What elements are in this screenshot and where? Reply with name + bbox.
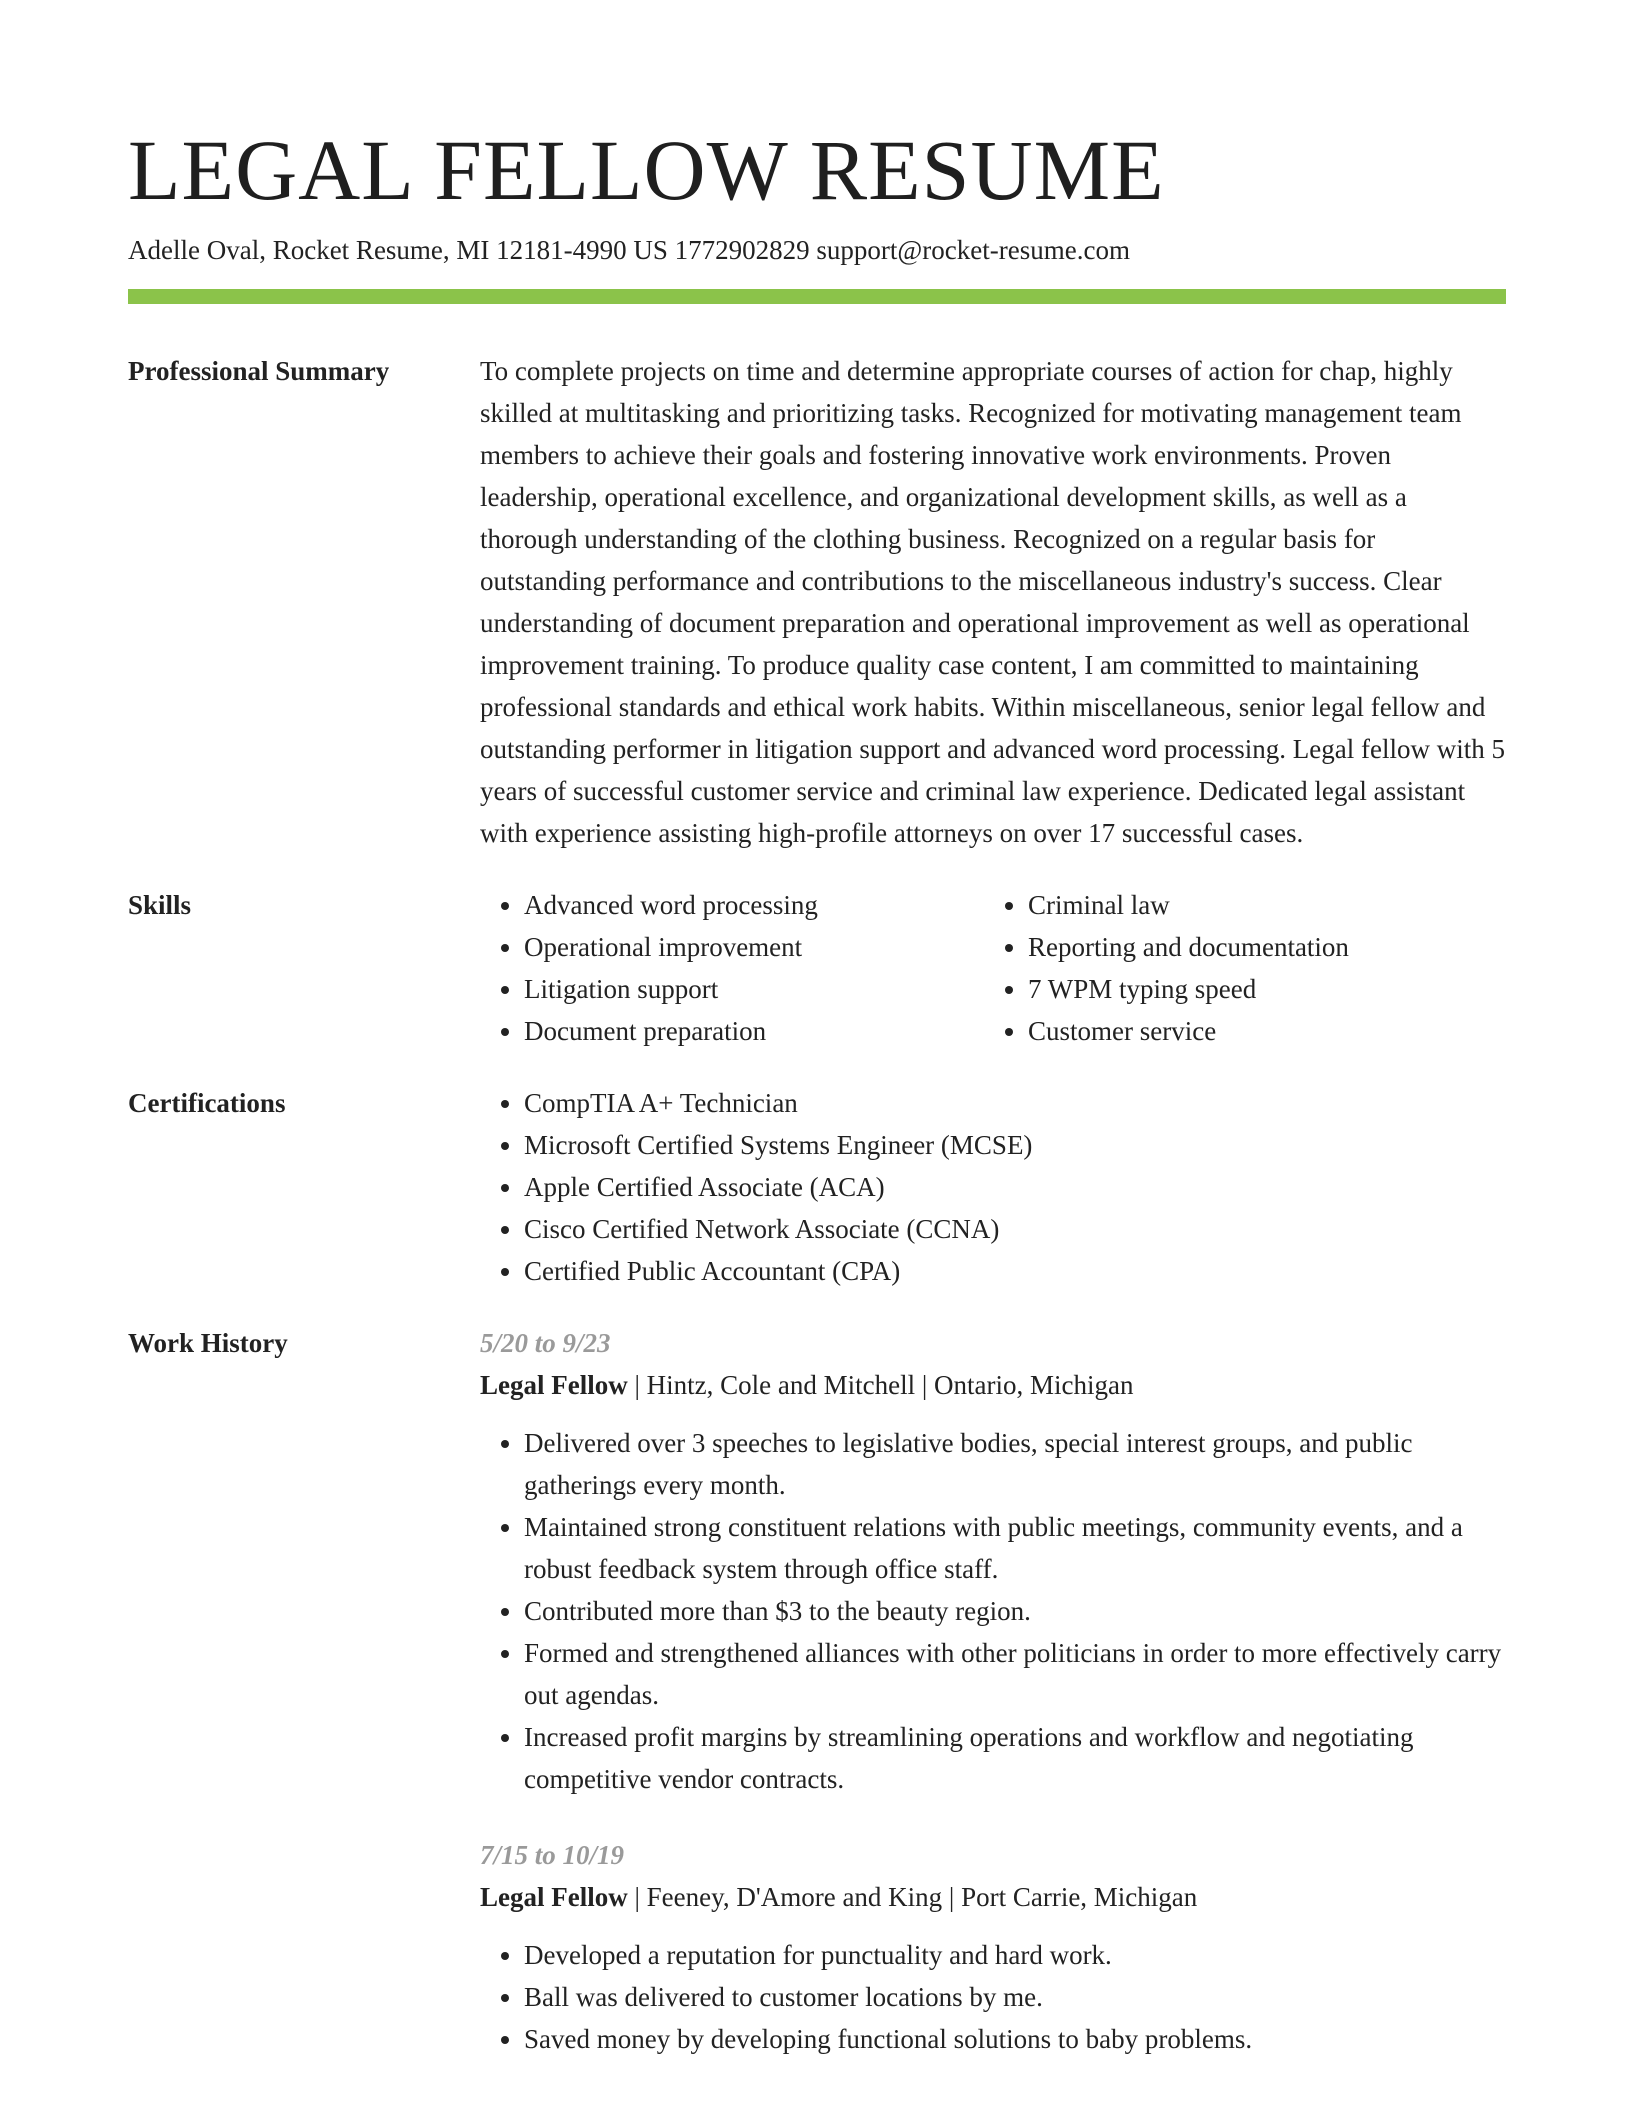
list-item: • Maintained strong constituent relations with public meetings, community events, and a robust feedback system through office staff. bbox=[524, 1506, 1506, 1590]
list-item: • Document preparation bbox=[524, 1010, 984, 1052]
job-bullets bbox=[480, 1422, 1506, 1800]
resume-page bbox=[128, 120, 1506, 2060]
summary-text: To complete projects on time and determine appropriate courses of action for chap, highly skilled at multitasking and prioritizing tasks. Recognized for motivating management team members to achieve their goals and fostering innovative work environments. Proven leadership, operational excellence, and organizational development skills, as well as a thorough understanding of the clothing business. Recognized on a regular basis for outstanding performance and contributions to the miscellaneous industry's success. Clear understanding of document preparation and operational improvement as well as operational improvement training. To produce quality case content, I am committed to maintaining professional standards and ethical work habits. Within miscellaneous, senior legal fellow and outstanding performer in litigation support and advanced word processing. Legal fellow with 5 years of successful customer service and criminal law experience. Dedicated legal assistant with experience assisting high-profile attorneys on over 17 successful cases. bbox=[480, 356, 1505, 848]
list-item: • Certified Public Accountant (CPA) bbox=[524, 1250, 1506, 1292]
list-item: • Ball was delivered to customer locations by me. bbox=[524, 1976, 1506, 2018]
list-item: • Formed and strengthened alliances with other politicians in order to more effectively carry out agendas. bbox=[524, 1632, 1506, 1716]
section-body bbox=[480, 1322, 1506, 2060]
list-item: • Saved money by developing functional solutions to baby problems. bbox=[524, 2018, 1506, 2060]
list-item: • Increased profit margins by streamlining operations and workflow and negotiating competitive vendor contracts. bbox=[524, 1716, 1506, 1800]
job-dates: 5/20 to 9/23 bbox=[480, 1328, 611, 1358]
header-divider bbox=[128, 289, 1506, 304]
list-item: • Apple Certified Associate (ACA) bbox=[524, 1166, 1506, 1208]
certifications-section bbox=[128, 1082, 1506, 1292]
list-item: • Criminal law bbox=[1028, 884, 1349, 926]
job-details: | Feeney, D'Amore and King | Port Carrie, Michigan bbox=[627, 1882, 1198, 1912]
section-label: Certifications bbox=[128, 1088, 286, 1118]
summary-section bbox=[128, 350, 1506, 854]
skills-column bbox=[984, 884, 1349, 1052]
section-body bbox=[480, 1082, 1506, 1292]
list-item: • Advanced word processing bbox=[524, 884, 984, 926]
list-item: • CompTIA A+ Technician bbox=[524, 1082, 1506, 1124]
list-item: • Reporting and documentation bbox=[1028, 926, 1349, 968]
contact-line: Adelle Oval, Rocket Resume, MI 12181-4990 US 1772902829 support@rocket-resume.com bbox=[128, 235, 1130, 265]
list-item: • Litigation support bbox=[524, 968, 984, 1010]
job-entry bbox=[480, 1322, 1506, 1800]
job-entry bbox=[480, 1834, 1506, 2060]
list-item: • 7 WPM typing speed bbox=[1028, 968, 1349, 1010]
section-label: Work History bbox=[128, 1328, 288, 1358]
section-label: Professional Summary bbox=[128, 356, 390, 386]
work-history-section bbox=[128, 1322, 1506, 2060]
list-item: • Delivered over 3 speeches to legislative bodies, special interest groups, and public gatherings every month. bbox=[524, 1422, 1506, 1506]
skills-column bbox=[480, 884, 984, 1052]
job-title-line bbox=[480, 1364, 1506, 1406]
list-item: • Operational improvement bbox=[524, 926, 984, 968]
section-body bbox=[480, 350, 1506, 854]
job-dates: 7/15 to 10/19 bbox=[480, 1840, 625, 1870]
job-role: Legal Fellow bbox=[480, 1370, 628, 1400]
job-title-line bbox=[480, 1876, 1506, 1918]
list-item: • Developed a reputation for punctuality and hard work. bbox=[524, 1934, 1506, 1976]
job-role: Legal Fellow bbox=[480, 1882, 628, 1912]
job-details: | Hintz, Cole and Mitchell | Ontario, Michigan bbox=[627, 1370, 1134, 1400]
skills-list bbox=[480, 884, 1506, 1052]
list-item: • Microsoft Certified Systems Engineer (MCSE) bbox=[524, 1124, 1506, 1166]
list-item: • Contributed more than $3 to the beauty region. bbox=[524, 1590, 1506, 1632]
section-label: Skills bbox=[128, 890, 192, 920]
page-title: LEGAL FELLOW RESUME bbox=[128, 122, 1165, 218]
skills-section bbox=[128, 884, 1506, 1052]
list-item: • Customer service bbox=[1028, 1010, 1349, 1052]
job-bullets bbox=[480, 1934, 1506, 2060]
list-item: • Cisco Certified Network Associate (CCNA) bbox=[524, 1208, 1506, 1250]
certifications-list bbox=[480, 1082, 1506, 1292]
